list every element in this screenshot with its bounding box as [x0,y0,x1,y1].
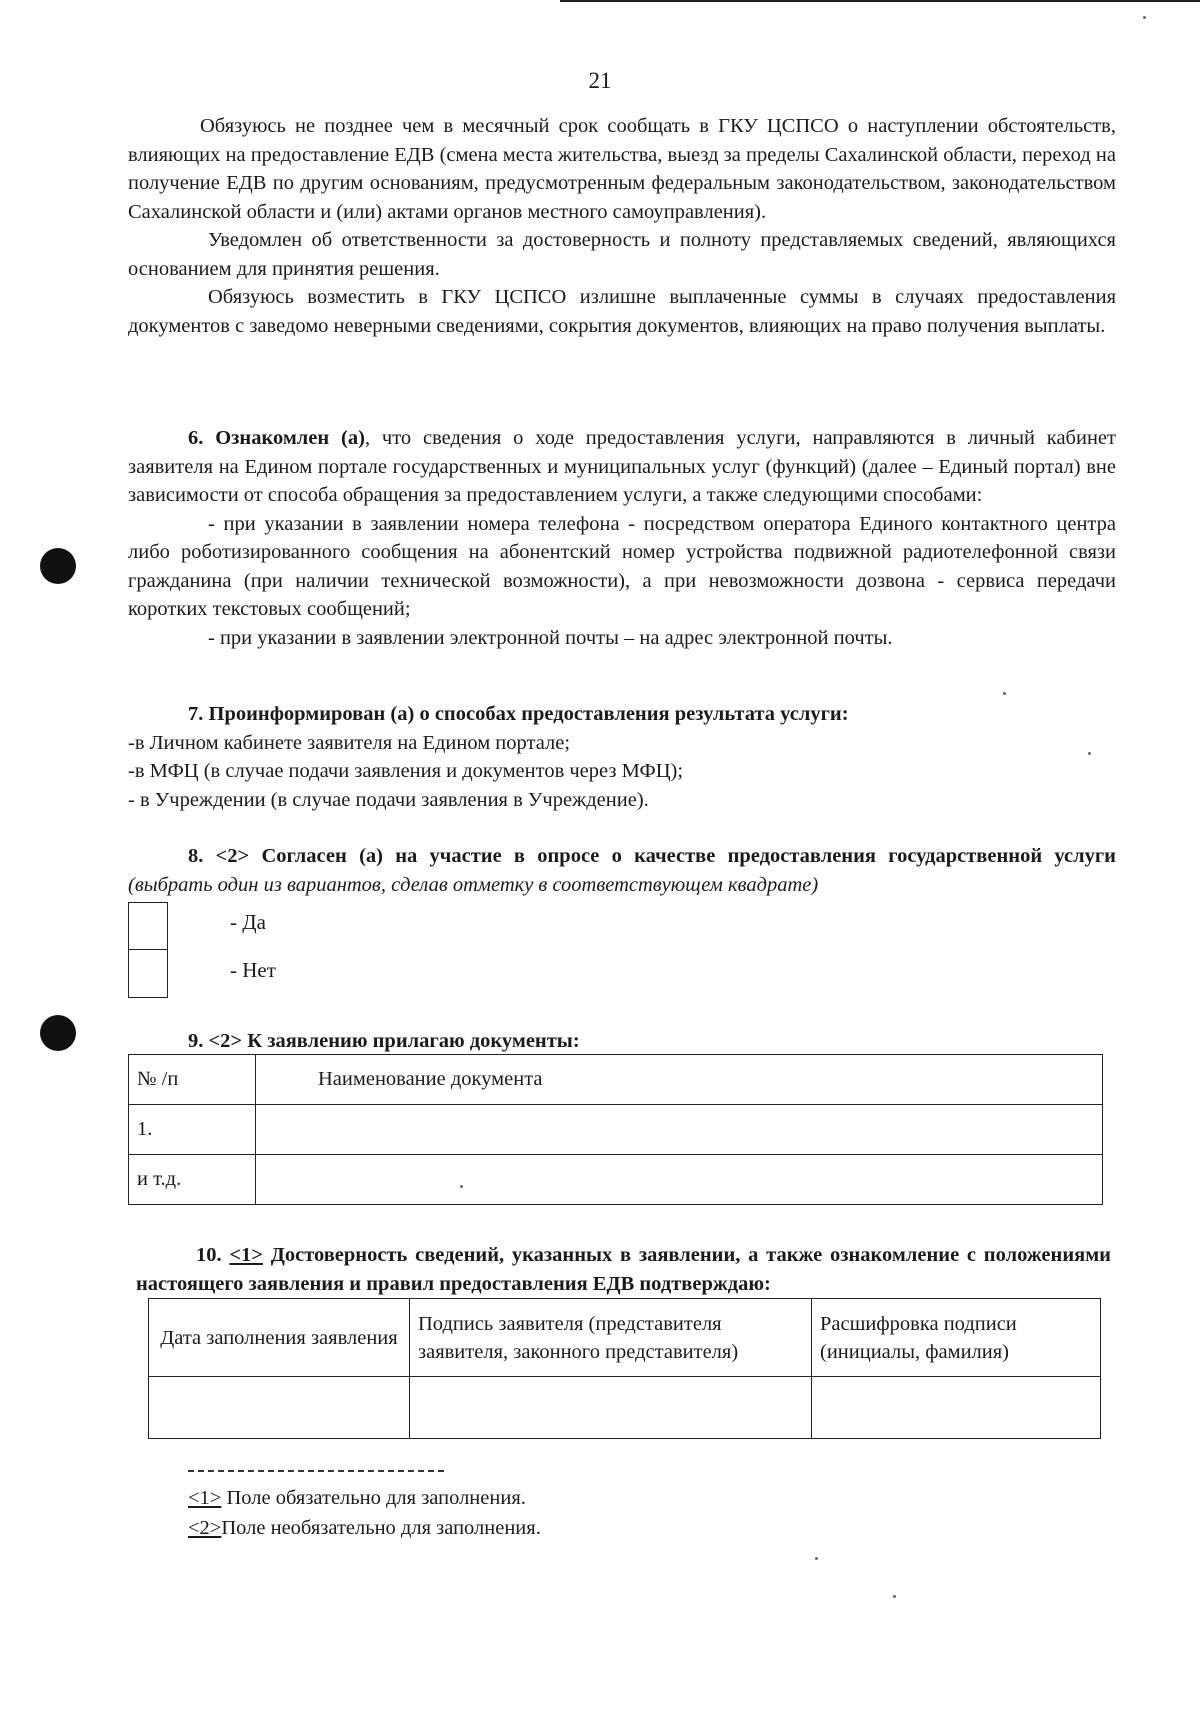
intro-paragraph-1: Обязуюсь не позднее чем в месячный срок сообщать в ГКУ ЦСПСО о наступлении обстоятельств, влияющих на предоставление ЕДВ (смена места жительства, выезд за пределы Сахалинской области, переход на получение ЕДВ по другим основаниям, предусмотренным федеральным законодательством, законодательством Сахалинской области и (или) актами органов местного самоуправления). [128,115,1116,223]
header-signature-decoding: Расшифровка подписи (инициалы, фамилия) [812,1299,1101,1377]
section-6 [128,424,1116,652]
option-no-label: - Нет [230,958,276,982]
checkbox-no[interactable] [128,950,168,998]
row-document-name[interactable] [256,1105,1103,1155]
section-8-note: (выбрать один из вариантов, сделав отметку в соответствующем квадрате) [128,873,819,896]
section-10-mark: <1> [229,1244,263,1266]
footnote-1-text: Поле обязательно для заполнения. [221,1487,526,1509]
section-6-item-email: - при указании в заявлении электронной почты – на адрес электронной почты. [208,626,893,649]
footnote-separator [188,1470,444,1472]
header-document-name: Наименование документа [256,1055,1103,1105]
section-8-heading: 8. <2> Согласен (а) на участие в опросе о качестве предоставления государственной услуги [188,845,1116,867]
section-8 [128,842,1116,899]
scan-speck [1143,16,1146,19]
row-document-name[interactable] [256,1155,1103,1205]
table-header-row [129,1055,1103,1105]
scan-speck [460,1185,463,1188]
section-9-heading-wrap [128,1027,1116,1056]
intro-paragraph-2: Уведомлен об ответственности за достоверность и полноту представляемых сведений, являющихся основанием для принятия решения. [128,229,1116,280]
section-10-heading: Достоверность сведений, указанных в заявлении, а также ознакомление с положениями настоящего заявления и правил предоставления ЕДВ подтверждаю: [136,1244,1111,1295]
date-cell[interactable] [149,1377,410,1439]
section-6-heading: 6. Ознакомлен (а) [188,427,365,449]
section-6-item-phone: - при указании в заявлении номера телефона - посредством оператора Единого контактного центра либо роботизированного сообщения на абонентский номер устройства подвижной радиотелефонной связи гражданина (при наличии технической возможности), а при невозможности дозвона - сервиса передачи коротких текстовых сообщений; [128,512,1116,620]
table-row [129,1105,1103,1155]
section-7 [128,700,1116,814]
documents-table [128,1054,1103,1205]
signature-decoding-cell[interactable] [812,1377,1101,1439]
section-7-item: -в Личном кабинете заявителя на Едином портале; [128,731,571,754]
intro-paragraph-3: Обязуюсь возместить в ГКУ ЦСПСО излишне выплаченные суммы в случаях предоставления документов с заведомо неверными сведениями, сокрытия документов, влияющих на право получения выплаты. [128,286,1116,337]
checkbox-yes[interactable] [128,902,168,950]
section-7-item: - в Учреждении (в случае подачи заявления в Учреждение). [128,788,649,811]
section-7-item: -в МФЦ (в случае подачи заявления и документов через МФЦ); [128,760,684,782]
intro-section [128,112,1116,340]
footnote-1-mark: <1> [188,1487,222,1509]
scan-speck [893,1595,896,1598]
scan-speck [1088,752,1091,755]
header-signature: Подпись заявителя (представителя заявителя, законного представителя) [410,1299,812,1377]
page-number: 21 [588,68,612,93]
confirmation-table [148,1298,1101,1439]
section-7-heading: 7. Проинформирован (а) о способах предоставления результата услуги: [188,703,849,725]
footnote-2-text: Поле необязательно для заполнения. [221,1517,541,1539]
scan-speck [815,1557,818,1560]
row-number: 1. [129,1105,256,1155]
table-row [129,1155,1103,1205]
section-10-number: 10. [196,1244,230,1266]
confirmation-input-row [149,1377,1101,1439]
option-yes-label: - Да [230,910,266,934]
section-8-paragraph [128,842,1116,899]
section-10 [136,1241,1111,1298]
section-6-text: , что сведения о ходе предоставления услуги, направляются в личный кабинет заявителя на Едином портале государственных и муниципальных услуг (функций) (далее – Единый портал) вне зависимости от способа обращения за предоставлением услуги, а также следующими способами: [128,427,1116,506]
row-number: и т.д. [129,1155,256,1205]
footnote-1 [188,1484,526,1512]
footnote-2 [188,1514,541,1542]
punch-hole [40,1015,76,1051]
punch-hole [40,548,76,584]
confirmation-header-row [149,1299,1101,1377]
section-6-paragraph [128,424,1116,510]
signature-cell[interactable] [410,1377,812,1439]
section-9-heading: 9. <2> К заявлению прилагаю документы: [188,1030,580,1052]
header-number: № /п [129,1055,256,1105]
scan-speck [1003,692,1006,695]
header-date: Дата заполнения заявления [149,1299,410,1377]
scan-edge-line [560,0,1200,2]
footnote-2-mark: <2> [188,1517,222,1539]
